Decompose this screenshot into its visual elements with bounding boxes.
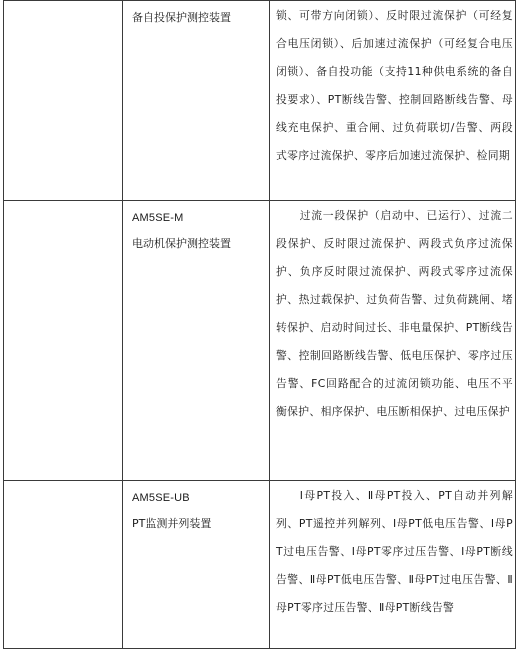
function-text: 锁、可带方向闭锁）、反时限过流保护（可经复合电压闭锁）、后加速过流保护（可经复合电压闭锁）、备自投功能（支持11种供电系统的备自投要求）、PT断线告警、控制回路断线告警、母线充电保护、重合闸、过负荷联切/告警、两段式零序过流保护、零序后加速过流保护、检同期 [276, 9, 513, 162]
function-text: Ⅰ母PT投入、Ⅱ母PT投入、PT自动并列解列、PT遥控并列解列、Ⅰ母PT低电压告警、Ⅰ母PT过电压告警、Ⅰ母PT零序过压告警、Ⅰ母PT断线告警、Ⅱ母PT低电压告警、Ⅱ母PT过电压告警、Ⅱ母PT零序过压告警、Ⅱ母PT断线告警 [276, 489, 513, 614]
device-spec-table [3, 0, 516, 649]
blank-cell [4, 481, 123, 649]
device-cell [123, 481, 270, 649]
table-row [4, 201, 516, 481]
function-text: 过流一段保护（启动中、已运行）、过流二段保护、反时限过流保护、两段式负序过流保护、负序反时限过流保护、两段式零序过流保护、热过载保护、过负荷告警、过负荷跳闸、堵转保护、启动时间过长、非电量保护、PT断线告警、控制回路断线告警、低电压保护、零序过压告警、FC回路配合的过流闭锁功能、电压不平衡保护、相序保护、电压断相保护、过电压保护 [276, 209, 513, 418]
device-cell [123, 1, 270, 201]
device-name: PT监测并列装置 [132, 517, 212, 530]
device-name: 电动机保护测控装置 [132, 237, 231, 250]
device-name: 备自投保护测控装置 [132, 11, 231, 24]
function-cell [270, 1, 516, 201]
device-model: AM5SE-M [132, 212, 184, 224]
function-cell [270, 481, 516, 649]
blank-cell [4, 1, 123, 201]
device-model: AM5SE-UB [132, 492, 190, 504]
function-cell [270, 201, 516, 481]
device-cell [123, 201, 270, 481]
table-row [4, 1, 516, 201]
table-row [4, 481, 516, 649]
blank-cell [4, 201, 123, 481]
